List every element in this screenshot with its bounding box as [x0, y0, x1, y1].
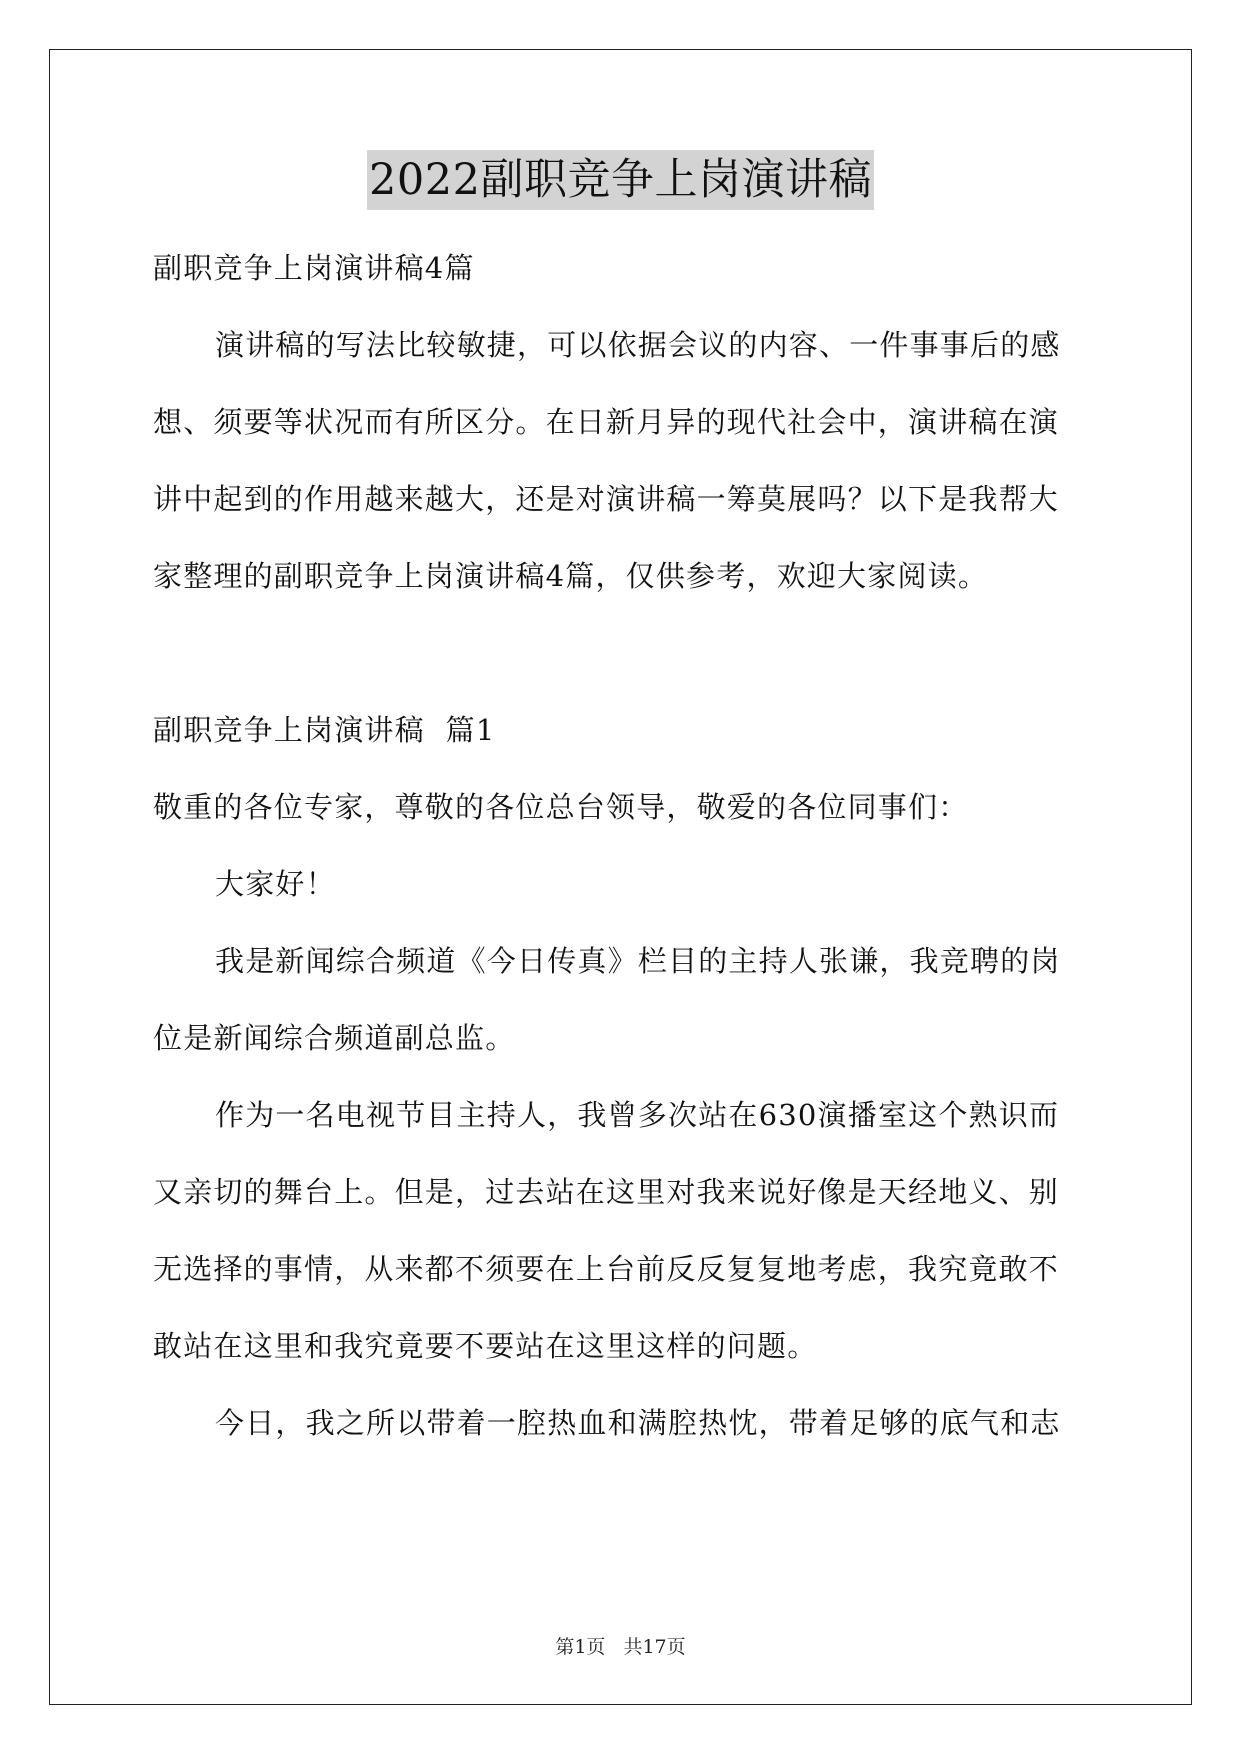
paragraph-line: 我是新闻综合频道《今日传真》栏目的主持人张谦，我竞聘的岗 [215, 944, 1061, 978]
paragraph-line: 作为一名电视节目主持人，我曾多次站在630演播室这个熟识而 [215, 1098, 1060, 1132]
subtitle: 副职竞争上岗演讲稿4篇 [153, 251, 475, 285]
paragraph-line: 位是新闻综合频道副总监。 [153, 1021, 516, 1055]
greeting: 大家好！ [215, 867, 336, 901]
paragraph-line: 又亲切的舞台上。但是，过去站在这里对我来说好像是天经地义、别 [153, 1175, 1060, 1209]
section-heading: 副职竞争上岗演讲稿 篇1 [153, 713, 496, 747]
intro-line: 讲中起到的作用越来越大，还是对演讲稿一筹莫展吗？以下是我帮大 [153, 482, 1060, 516]
salutation: 敬重的各位专家，尊敬的各位总台领导，敬爱的各位同事们： [153, 790, 969, 824]
paragraph-line: 敢站在这里和我究竟要不要站在这里这样的问题。 [153, 1329, 818, 1363]
paragraph-line: 今日，我之所以带着一腔热血和满腔热忱，带着足够的底气和志 [215, 1406, 1061, 1440]
intro-line: 家整理的副职竞争上岗演讲稿4篇，仅供参考，欢迎大家阅读。 [153, 559, 989, 593]
document-title: 2022副职竞争上岗演讲稿 [367, 150, 874, 210]
title-container [0, 150, 1241, 210]
page-total: 共17页 [623, 1636, 686, 1658]
intro-line: 演讲稿的写法比较敏捷，可以依据会议的内容、一件事事后的感 [215, 328, 1061, 362]
spacer [153, 615, 1095, 692]
paragraph-line: 无选择的事情，从来都不须要在上台前反反复复地考虑，我究竟敢不 [153, 1252, 1060, 1286]
document-body [153, 230, 1095, 1462]
page-footer [0, 1632, 1241, 1659]
page-number: 第1页 [555, 1636, 606, 1658]
intro-line: 想、须要等状况而有所区分。在日新月异的现代社会中，演讲稿在演 [153, 405, 1060, 439]
